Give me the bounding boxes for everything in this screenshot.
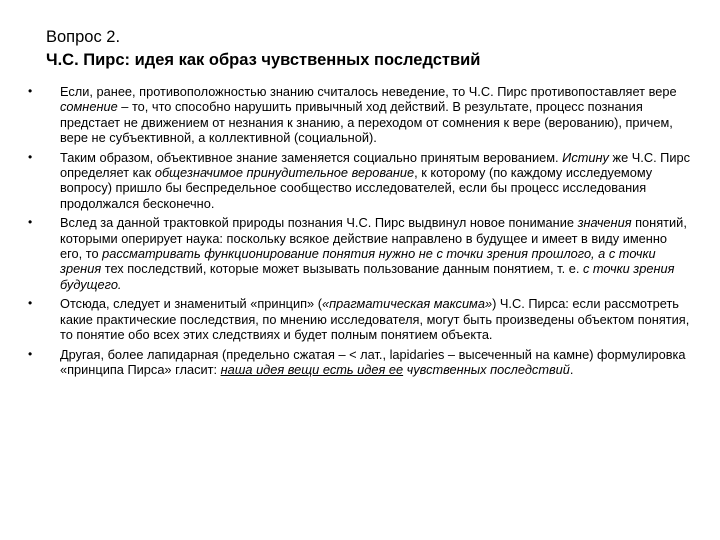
bullet-item: [0, 150, 720, 212]
text-run: Если, ранее, противоположностью знанию считалось неведение, то Ч.С. Пирс противопоставляет вере: [60, 84, 677, 99]
bullet-item: [0, 347, 720, 378]
bullet-dot-icon: •: [28, 215, 33, 230]
italic-run: чувственных последствий: [406, 361, 570, 377]
text-run: тех последствий, которые может вызывать пользование данным понятием, т. е.: [101, 261, 583, 277]
bullet-item: [0, 215, 720, 292]
italic-run: общезначимое принудительное верование: [154, 165, 415, 181]
bullet-text: [60, 84, 677, 145]
italic-run: «прагматическая максима»: [321, 296, 493, 312]
text-run: же Ч.С. Пирс определяет как: [60, 149, 691, 181]
bullet-dot-icon: •: [28, 346, 33, 361]
bullet-text: [60, 347, 686, 377]
bullet-item: [0, 84, 720, 146]
bullet-text: [60, 296, 689, 342]
text-run: Другая, более лапидарная (предельно сжатая – < лат., lapidaries – высеченный на камне) формулировка «принципа Пирса» гласит:: [60, 346, 686, 377]
title-question-number: Вопрос 2.: [46, 28, 121, 46]
italic-run: рассматривать функционирование понятия нужно не с точки зрения прошлого, а с точки зрения: [60, 246, 656, 277]
bullet-dot-icon: •: [28, 84, 33, 98]
text-run: , к которому (по каждому исследуемому вопросу) пришло бы беспредельное сообщество исследователей, если бы процесс исследования продолжался бесконечно.: [60, 165, 653, 211]
text-run: Вслед за данной трактовкой природы познания Ч.С. Пирс выдвинул новое понимание: [60, 215, 578, 231]
bullet-text: [60, 150, 690, 211]
text-run: Таким образом, объективное знание заменяется социально принятым верованием.: [60, 149, 563, 165]
bullet-item: [0, 296, 720, 342]
title-heading: Ч.С. Пирс: идея как образ чувственных последствий: [46, 51, 481, 69]
italic-run: с точки зрения будущего.: [60, 261, 675, 292]
text-run: ) Ч.С. Пирса: если рассмотреть какие практические последствия, по мнению исследователя, могут быть произведены объектом понятия, то понятие обо всех этих следствиях и будет полным понятием объекта.: [60, 296, 690, 343]
text-run: .: [569, 361, 574, 377]
bullet-text: [60, 215, 687, 292]
text-run: – то, что способно нарушить привычный ход действий. В результате, процесс познания предстает не движением от незнания к знанию, а переходом от сомнения к вере (верованию), причем, вере не субъективной, а коллективной (социальной).: [60, 99, 673, 146]
italic-run: сомнение: [60, 99, 118, 115]
bullet-dot-icon: •: [28, 149, 33, 164]
text-run: понятий, которыми оперирует наука: поскольку всякое действие направлено в будущее и имеет в виду именно его, то: [60, 215, 687, 262]
text-run: Отсюда, следует и знаменитый «принцип» (: [60, 296, 322, 312]
italic-underlined-run: наша идея вещи есть идея ее: [220, 361, 404, 377]
italic-run: значения: [577, 215, 632, 231]
bullet-dot-icon: •: [28, 296, 33, 311]
italic-run: Истину: [562, 149, 609, 165]
bullet-list: [0, 84, 720, 381]
slide-title: [46, 26, 686, 72]
